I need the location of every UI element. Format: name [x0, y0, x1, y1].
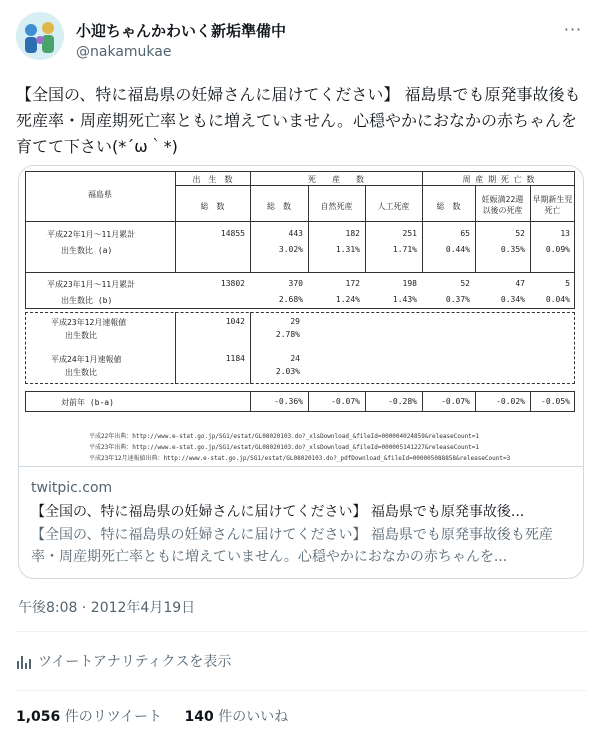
row1b-early: 0.09% [545, 245, 570, 254]
analytics-icon [16, 655, 32, 669]
diff-perinatal: -0.07% [441, 397, 470, 406]
card-title: 【全国の、特に福島県の妊婦さんに届けてください】 福島県でも原発事故後... [31, 504, 525, 520]
row4b-still: 2.03% [275, 367, 300, 376]
row3-still: 29 [290, 317, 300, 326]
row1-label: 平成22年1月～11月累計 [47, 230, 136, 239]
row1b-after22: 0.35% [500, 245, 525, 254]
row4b-label: 出生数比 [65, 368, 97, 377]
link-card[interactable] [18, 165, 584, 579]
retweet-label[interactable]: 件のリツイート [64, 709, 163, 725]
row4-label: 平成24年1月速報値 [51, 355, 122, 364]
row4-still: 24 [290, 354, 300, 363]
engagement-stats [16, 706, 306, 726]
row1-still: 443 [288, 229, 303, 238]
row2-still: 370 [288, 279, 303, 288]
diff-early: -0.05% [541, 397, 570, 406]
header-births: 出 生 数 [192, 175, 233, 184]
sub-early-line1: 早期新生児 [532, 195, 573, 204]
row2-natural: 172 [345, 279, 360, 288]
card-description: 【全国の、特に福島県の妊婦さんに届けてください】 福島県でも原発事故後も死産率・周産期死亡率ともに増えていません。心穏やかにおなかの赤ちゃんを... [31, 527, 553, 565]
diff-still: -0.36% [274, 397, 303, 406]
diff-artificial: -0.28% [388, 397, 417, 406]
row2b-label: 出生数比 (b) [61, 296, 113, 305]
retweet-count[interactable]: 1,056 [16, 709, 61, 725]
source-line-3: 平成23年12月速報値出典：http://www.e-stat.go.jp/SG1/estat/GL08020103.do?_pdfDownload_&fileId=000005088858&releaseCount=3 [89, 455, 511, 462]
tweet-timestamp[interactable]: 午後8:08 · 2012年4月19日 [18, 600, 196, 616]
sub-after22-line1: 妊娠満22週 [481, 195, 524, 204]
row1-artificial: 251 [402, 229, 417, 238]
row3b-label: 出生数比 [65, 331, 97, 340]
row4-births: 1184 [225, 354, 245, 363]
row2-early: 5 [565, 279, 570, 288]
source-line-2: 平成23年出典：http://www.e-stat.go.jp/SG1/estat/GL08020103.do?_xlsDownload_&fileId=000005141227&releaseCount=1 [89, 444, 480, 451]
sub-total-perinatal: 総 数 [436, 202, 461, 211]
sub-total-births: 総 数 [200, 202, 225, 211]
row1b-perinatal: 0.44% [445, 245, 470, 254]
row2b-artificial: 1.43% [392, 295, 417, 304]
sub-total-still: 総 数 [267, 202, 291, 211]
row2b-perinatal: 0.37% [445, 295, 470, 304]
tweet-header [16, 12, 587, 62]
card-domain: twitpic.com [31, 480, 113, 496]
sub-natural: 自然死産 [320, 202, 353, 211]
row2-label: 平成23年1月～11月累計 [47, 280, 136, 289]
diff-natural: -0.07% [331, 397, 360, 406]
avatar[interactable] [16, 12, 64, 60]
header-stillbirth: 死 産 数 [308, 175, 364, 184]
row1b-still: 3.02% [278, 245, 303, 254]
row1b-natural: 1.31% [335, 245, 360, 254]
divider [16, 631, 587, 632]
display-name[interactable]: 小迎ちゃんかわいく新垢準備中 [76, 22, 287, 40]
like-label[interactable]: 件のいいね [218, 709, 289, 725]
row2-after22: 47 [515, 279, 525, 288]
row3-births: 1042 [225, 317, 245, 326]
like-count[interactable]: 140 [184, 709, 214, 725]
avatar-image-icon [16, 12, 64, 60]
analytics-label: ツイートアナリティクスを表示 [38, 654, 232, 670]
row2-artificial: 198 [402, 279, 417, 288]
header-perinatal: 周 産 期 死 亡 数 [462, 175, 535, 184]
row2b-early: 0.04% [545, 295, 570, 304]
diff-after22: -0.02% [496, 397, 525, 406]
analytics-link[interactable] [16, 651, 231, 671]
row1b-artificial: 1.71% [392, 245, 417, 254]
row1-natural: 182 [345, 229, 360, 238]
row2-births: 13802 [220, 279, 245, 288]
tweet-text: 【全国の、特に福島県の妊婦さんに届けてください】 福島県でも原発事故後も死産率・周産期死亡率ともに増えていません。心穏やかにおなかの赤ちゃんを育てて下さい(*´ω｀*) [16, 85, 581, 156]
stat-table-image [25, 171, 575, 415]
row2b-after22: 0.34% [500, 295, 525, 304]
row1b-label: 出生数比 (a) [61, 246, 113, 255]
table-pref: 福島県 [88, 190, 112, 199]
row1-after22: 52 [515, 229, 525, 238]
more-options-button[interactable]: ··· [563, 20, 583, 39]
sub-early-line2: 死亡 [544, 206, 561, 215]
row3b-still: 2.78% [275, 330, 300, 339]
source-line-1: 平成22年出典：http://www.e-stat.go.jp/SG1/estat/GL08020103.do?_xlsDownload_&fileId=000004024859&releaseCount=1 [89, 433, 480, 440]
card-divider [19, 466, 583, 467]
divider [16, 690, 587, 691]
row2b-natural: 1.24% [335, 295, 360, 304]
row2-perinatal: 52 [460, 279, 470, 288]
user-handle[interactable]: @nakamukae [76, 44, 172, 60]
row1-births: 14855 [220, 229, 245, 238]
row2b-still: 2.68% [278, 295, 303, 304]
row1-perinatal: 65 [460, 229, 470, 238]
row1-early: 13 [560, 229, 570, 238]
sub-artificial: 人工死産 [377, 202, 410, 211]
sub-after22-line2: 以後の死産 [482, 206, 523, 215]
diff-label: 対前年 (b-a) [61, 398, 114, 407]
card-image[interactable] [19, 166, 583, 466]
row3-label: 平成23年12月速報値 [51, 318, 127, 327]
